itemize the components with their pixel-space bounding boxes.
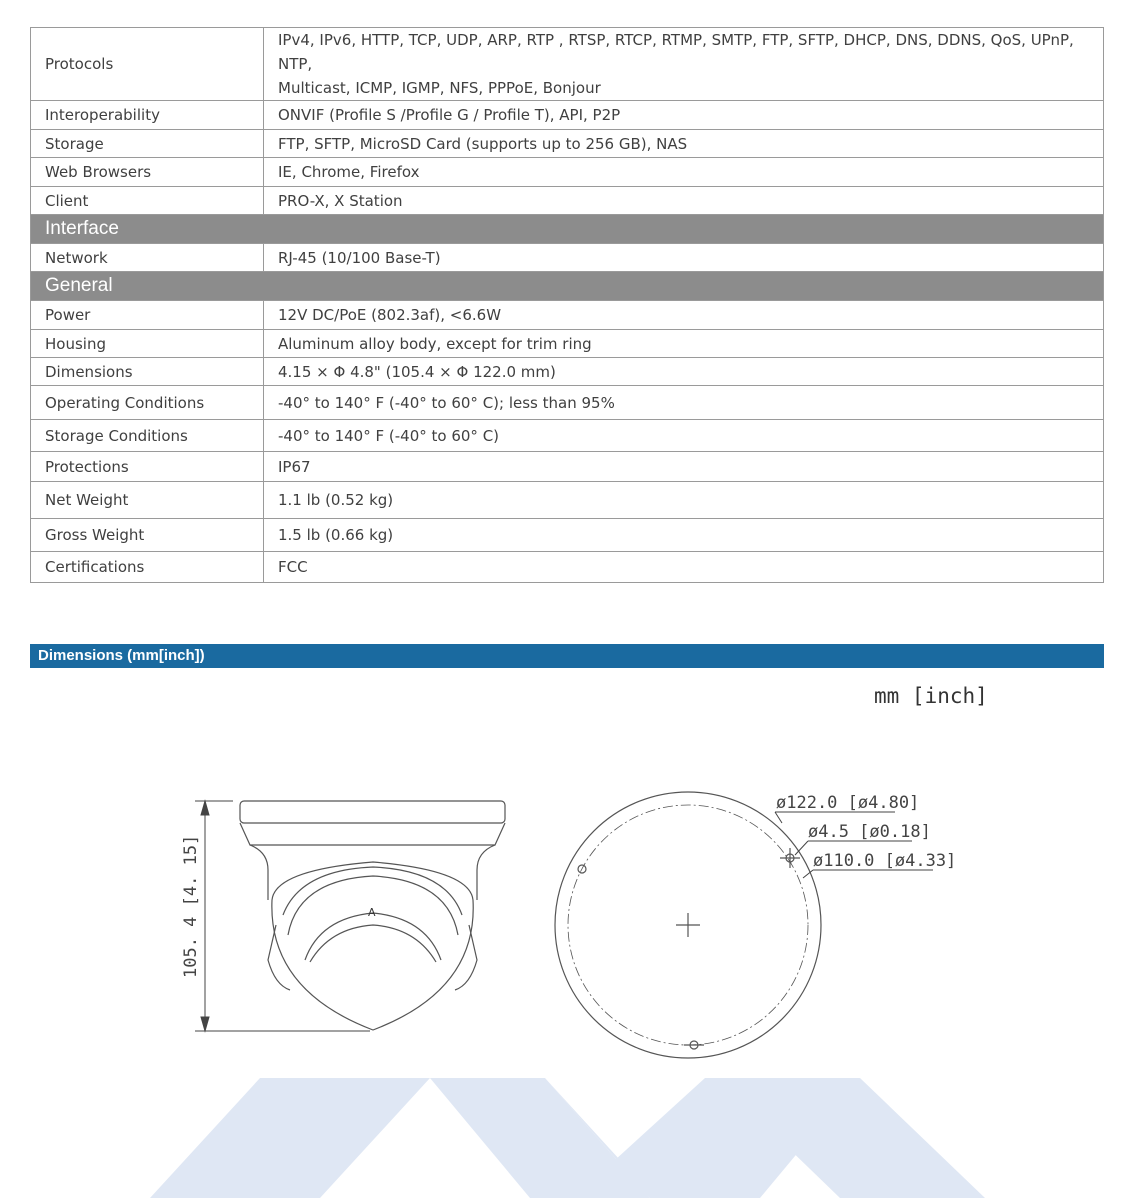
spec-key: Client <box>31 187 264 215</box>
spec-value: 1.1 lb (0.52 kg) <box>264 482 1104 519</box>
outer-diameter-label: ø122.0 [ø4.80] <box>776 793 920 813</box>
hole-diameter-label: ø4.5 [ø0.18] <box>808 822 931 842</box>
spec-key: Network <box>31 244 264 272</box>
spec-value: -40° to 140° F (-40° to 60° C) <box>264 420 1104 452</box>
spec-key: Dimensions <box>31 358 264 386</box>
spec-key: Interoperability <box>31 101 264 130</box>
dimensions-heading: Dimensions (mm[inch]) <box>30 644 1104 668</box>
hole-circle-label: ø110.0 [ø4.33] <box>813 851 957 871</box>
spec-key: Power <box>31 301 264 330</box>
spec-key: Housing <box>31 330 264 358</box>
spec-key: Certifications <box>31 552 264 583</box>
spec-value: Aluminum alloy body, except for trim ring <box>264 330 1104 358</box>
watermark-logo <box>150 1078 985 1198</box>
spec-value-line: IPv4, IPv6, HTTP, TCP, UDP, ARP, RTP , RTSP, RTCP, RTMP, SMTP, FTP, SFTP, DHCP, DNS, DDNS, QoS, UPnP, NTP, <box>278 31 1074 73</box>
spec-key: Storage <box>31 130 264 158</box>
section-title: Interface <box>31 215 1104 244</box>
spec-key: Operating Conditions <box>31 386 264 420</box>
spec-key: Protections <box>31 452 264 482</box>
spec-key: Net Weight <box>31 482 264 519</box>
spec-key: Gross Weight <box>31 519 264 552</box>
spec-value: -40° to 140° F (-40° to 60° C); less than 95% <box>264 386 1104 420</box>
spec-value: 4.15 × Φ 4.8" (105.4 × Φ 122.0 mm) <box>264 358 1104 386</box>
spec-value: IE, Chrome, Firefox <box>264 158 1104 187</box>
lens-marker: A <box>368 906 376 919</box>
spec-value: RJ-45 (10/100 Base-T) <box>264 244 1104 272</box>
camera-top-view <box>555 792 821 1058</box>
spec-value: FTP, SFTP, MicroSD Card (supports up to 256 GB), NAS <box>264 130 1104 158</box>
spec-value: 12V DC/PoE (802.3af), <6.6W <box>264 301 1104 330</box>
section-title: General <box>31 272 1104 301</box>
spec-value: 1.5 lb (0.66 kg) <box>264 519 1104 552</box>
spec-value: ONVIF (Profile S /Profile G / Profile T), API, P2P <box>264 101 1104 130</box>
spec-value: IP67 <box>264 452 1104 482</box>
height-dimension <box>195 801 370 1031</box>
spec-value: PRO-X, X Station <box>264 187 1104 215</box>
spec-value: FCC <box>264 552 1104 583</box>
height-label: 105. 4 [4. 15] <box>181 834 201 978</box>
spec-value-line: Multicast, ICMP, IGMP, NFS, PPPoE, Bonjour <box>278 79 601 97</box>
spec-key: Protocols <box>31 28 264 101</box>
unit-label: mm [inch] <box>874 684 988 708</box>
spec-key: Web Browsers <box>31 158 264 187</box>
spec-key: Storage Conditions <box>31 420 264 452</box>
